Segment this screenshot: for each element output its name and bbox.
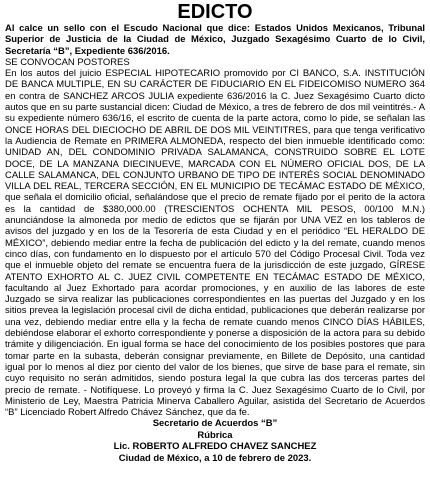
signature-block: [5, 418, 425, 464]
signature-name: Lic. ROBERTO ALFREDO CHAVEZ SANCHEZ: [113, 441, 317, 453]
signature-place-date: Ciudad de México, a 10 de febrero de 2023.: [118, 452, 312, 464]
seal-header: Al calce un sello con el Escudo Nacional que dice: Estados Unidos Mexicanos, Tribunal Superior de Justicia de la Ciudad de México, Juzgado Sexagésimo Cuarto de lo Civil, Secretaría “B”, Expediente 636/2016.: [5, 23, 425, 57]
edict-body: En los autos del juicio ESPECIAL HIPOTECARIO promovido por CI BANCO, S.A. INSTITUCIÓN DE BANCA MULTIPLE, EN SU CARÁCTER DE FIDUCIARIO EN EL FIDEICOMISO NUMERO 364 en contra de SANCHEZ ARCOS JULIA expediente 636/2016 la C. Juez Sexagésimo Cuarto dicto autos que en su parte sustancial dicen: Ciudad de México, a tres de febrero de dos mil veintitrés.- A su expediente número 636/16, el escrito de cuenta de la parte actora, como lo pide, se señalan las ONCE HORAS DEL DIECIOCHO DE ABRIL DE DOS MIL VEINTITRES, para que tenga verificativo la Audiencia de Remate en PRIMERA ALMONEDA, respecto del bien inmueble identificado como: UNIDAD AN, DEL CONDOMINIO PRIVADA SALAMANCA, CONSTRUIDO SOBRE EL LOTE DOCE, DE LA MANZANA DIECINUEVE, MARCADA CON EL NÚMERO OFICIAL DOS, DE LA CALLE SALAMANCA, DEL CONJUNTO URBANO DE TIPO DE INTERÉS SOCIAL DENOMINADO VILLA DEL REAL, TERCERA SECCIÓN, EN EL MUNICIPIO DE TECÁMAC ESTADO DE MÉXICO, que señala el domicilio oficial, señalándose que el precio de remate fijado por el perito de la actora es la cantidad de $380,000.00 (TRESCIENTOS OCHENTA MIL PESOS, 00/100 M.N.) anunciándose la almoneda por medio de edictos que se fijarán por UNA VEZ en los tableros de avisos del juzgado y en los de la Tesorería de esta Ciudad y en el periódico “EL HERALDO DE MÉXICO”, debiendo mediar entre la fecha de publicación del edicto y la del remate, cuando menos cinco días, con fundamento en lo dispuesto por el artículo 570 del Código Procesal Civil. Toda vez que el inmueble objeto del remate se encuentra fuera de la jurisdicción de este juzgado, GÍRESE ATENTO EXHORTO AL C. JUEZ CIVIL COMPETENTE EN TECÁMAC ESTADO DE MÉXICO, facultando al Juez Exhortado para acordar promociones, y en auxilio de las labores de este Juzgado se sirva realizar las publicaciones correspondientes en las puertas del Juzgado y en los sitios prevea la legislación procesal civil de dicha entidad, publicaciones que deberán realizarse por una vez, debiendo mediar entre ella y la fecha de remate cuando menos CINCO DÍAS HÁBILES, debiéndose elaborar el exhorto correspondiente y ponerse a disposición de la actora para su debido trámite y diligenciación. En igual forma se hace del conocimiento de los posibles postores que para tomar parte en la subasta, deberán consignar previamente, en Billete de Depósito, una cantidad igual por lo menos al diez por ciento del valor de los bienes, que sirve de base para el remate, sin cuyo requisito no serán admitidos, siendo postura legal la que cubra las dos terceras partes del precio de remate. - Notifíquese. Lo proveyó y firma la C. Juez Sexagésimo Cuarto de lo Civil, por Ministerio de Ley, Maestra Patricia Minerva Caballero Aguilar, asistida del Secretario de Acuerdos “B” Licenciado Robert Alfredo Chávez Sánchez, que da fe.: [5, 68, 425, 419]
signature-role: Secretario de Acuerdos “B”: [152, 418, 278, 430]
edict-title: EDICTO: [177, 1, 253, 23]
convocation-line: SE CONVOCAN POSTORES: [5, 56, 130, 68]
signature-rubrica: Rúbrica: [197, 429, 233, 441]
